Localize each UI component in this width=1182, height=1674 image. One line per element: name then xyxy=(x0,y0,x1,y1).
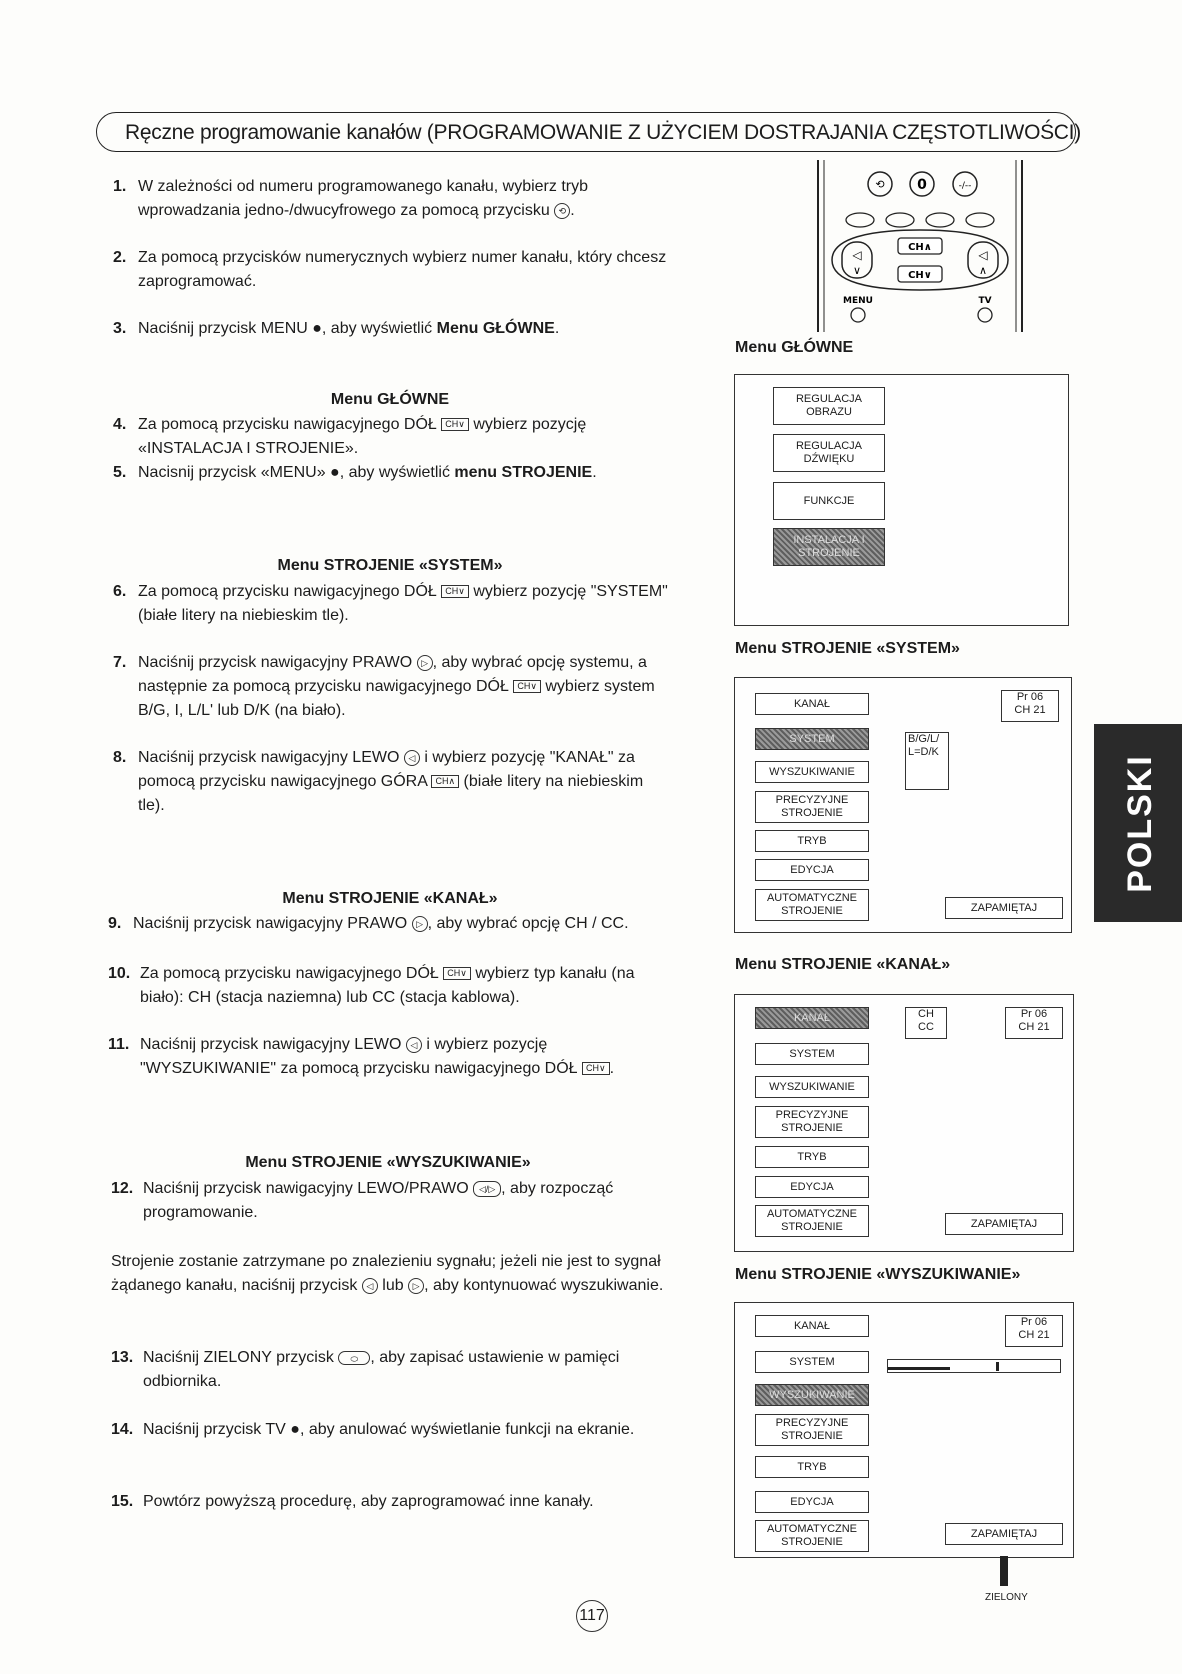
program-channel-box: Pr 06 CH 21 xyxy=(1005,1315,1063,1347)
system-options-box[interactable]: B/G/L/ L=D/K xyxy=(905,732,949,790)
screen-menu-kanal xyxy=(734,994,1074,1252)
page-title: Ręczne programowanie kanałów (PROGRAMOWANIE Z UŻYCIEM DOSTRAJANIA CZĘSTOTLIWOŚCI) xyxy=(125,121,1081,144)
remote-top-buttons xyxy=(868,172,977,196)
ch-down-icon: CH∨ xyxy=(441,418,469,431)
ch-up-icon: CH∧ xyxy=(431,775,459,788)
step-15: 15. Powtórz powyższą procedurę, aby zaprogramować inne kanały. xyxy=(111,1493,594,1510)
step-4: 4. Za pomocą przycisku nawigacyjnego DÓŁ CH∨ wybierz pozycję «INSTALACJA I STROJENIE». xyxy=(113,416,587,457)
green-button-label: ZIELONY xyxy=(985,1592,1028,1603)
screen-menu-system xyxy=(734,677,1072,933)
menu-item-wyszukiwanie[interactable]: WYSZUKIWANIE xyxy=(755,1076,869,1098)
step-5: 5. Nacisnij przycisk «MENU» ●, aby wyświetlić menu STROJENIE. xyxy=(113,464,597,481)
channel-type-box[interactable]: CH CC xyxy=(905,1007,947,1039)
left-arrow-icon: ◁ xyxy=(404,750,420,766)
menu-item-wyszukiwanie[interactable]: WYSZUKIWANIE xyxy=(755,761,869,783)
save-button[interactable]: ZAPAMIĘTAJ xyxy=(945,897,1063,919)
color-buttons-row xyxy=(846,213,994,227)
menu-item-regulacja-dzwieku[interactable]: REGULACJA DŹWIĘKU xyxy=(773,434,885,472)
digit-mode-icon: ⟲ xyxy=(554,203,570,219)
menu-item-kanal[interactable]: KANAŁ xyxy=(755,1315,869,1337)
left-arrow-icon: ◁ xyxy=(362,1278,378,1294)
search-progress-fill xyxy=(888,1367,950,1370)
right-arrow-icon: ▷ xyxy=(408,1278,424,1294)
caption-menu-wyszukiwanie: Menu STROJENIE «WYSZUKIWANIE» xyxy=(735,1266,1021,1283)
menu-item-precyzyjne-strojenie[interactable]: PRECYZYJNE STROJENIE xyxy=(755,791,869,823)
step-11: 11. Naciśnij przycisk nawigacyjny LEWO ◁ i wybierz pozycję "WYSZUKIWANIE" za pomocą przycisku nawigacyjnego DÓŁ CH∨ . xyxy=(108,1036,615,1077)
menu-item-tryb[interactable]: TRYB xyxy=(755,1456,869,1478)
svg-text:CH∨: CH∨ xyxy=(908,270,932,281)
caption-menu-system: Menu STROJENIE «SYSTEM» xyxy=(735,640,960,657)
menu-item-system[interactable]: SYSTEM xyxy=(755,728,869,750)
ch-down-icon: CH∨ xyxy=(441,585,469,598)
menu-item-kanal[interactable]: KANAŁ xyxy=(755,693,869,715)
menu-item-automatyczne-strojenie[interactable]: AUTOMATYCZNE STROJENIE xyxy=(755,1205,869,1237)
tv-key xyxy=(978,308,992,322)
step-12: 12. Naciśnij przycisk nawigacyjny LEWO/PRAWO ◁/▷ , aby rozpocząć programowanie. xyxy=(111,1180,614,1221)
program-channel-box: Pr 06 CH 21 xyxy=(1001,690,1059,722)
left-right-arrow-icon: ◁/▷ xyxy=(473,1181,501,1197)
step-2: 2. Za pomocą przycisków numerycznych wybierz numer kanału, który chcesz zaprogramować. xyxy=(113,249,667,290)
save-button[interactable]: ZAPAMIĘTAJ xyxy=(945,1213,1063,1235)
search-progress-bar xyxy=(887,1359,1061,1373)
caption-menu-kanal: Menu STROJENIE «KANAŁ» xyxy=(735,956,951,973)
green-button-pointer xyxy=(1000,1556,1008,1586)
menu-item-precyzyjne-strojenie[interactable]: PRECYZYJNE STROJENIE xyxy=(755,1106,869,1138)
menu-key-label: MENU xyxy=(843,296,873,306)
heading-menu-system: Menu STROJENIE «SYSTEM» xyxy=(277,557,503,574)
left-nav-arrow-icon: ◁ xyxy=(852,248,862,262)
heading-menu-wyszukiwanie: Menu STROJENIE «WYSZUKIWANIE» xyxy=(245,1154,531,1171)
program-channel-box: Pr 06 CH 21 xyxy=(1005,1007,1063,1039)
menu-item-tryb[interactable]: TRYB xyxy=(755,830,869,852)
zero-key-label: 0 xyxy=(917,177,927,193)
menu-item-edycja[interactable]: EDYCJA xyxy=(755,859,869,881)
right-arrow-icon: ▷ xyxy=(417,655,433,671)
step-14: 14. Naciśnij przycisk TV ●, aby anulować wyświetlanie funkcji na ekranie. xyxy=(111,1421,635,1438)
language-tab: POLSKI xyxy=(1094,724,1182,922)
ch-down-icon: CH∨ xyxy=(582,1062,610,1075)
menu-item-kanal[interactable]: KANAŁ xyxy=(755,1007,869,1029)
tv-key-label: TV xyxy=(978,296,992,306)
menu-key xyxy=(851,308,865,322)
heading-menu-glowne: Menu GŁÓWNE xyxy=(330,391,450,408)
right-arrow-icon: ▷ xyxy=(412,916,428,932)
step-13: 13. Naciśnij ZIELONY przycisk ⬭ , aby zapisać ustawienie w pamięci odbiornika. xyxy=(111,1349,620,1390)
menu-item-funkcje[interactable]: FUNKCJE xyxy=(773,482,885,520)
menu-item-automatyczne-strojenie[interactable]: AUTOMATYCZNE STROJENIE xyxy=(755,889,869,921)
remote-control-illustration xyxy=(810,160,1030,338)
green-button-icon: ⬭ xyxy=(338,1351,370,1365)
screen-menu-wyszukiwanie xyxy=(734,1302,1074,1558)
menu-item-system[interactable]: SYSTEM xyxy=(755,1351,869,1373)
menu-item-wyszukiwanie[interactable]: WYSZUKIWANIE xyxy=(755,1384,869,1406)
search-note: Strojenie zostanie zatrzymane po znalezieniu sygnału; jeżeli nie jest to sygnał żądanego kanału, naciśnij przycisk ◁ lub ▷ , aby kontynuować wyszukiwanie. xyxy=(111,1253,664,1294)
down-nav-arrow-icon: ∨ xyxy=(852,264,862,277)
left-arrow-icon: ◁ xyxy=(406,1037,422,1053)
step-6: 6. Za pomocą przycisku nawigacyjnego DÓŁ CH∨ wybierz pozycję "SYSTEM" (białe litery na niebieskim tle). xyxy=(113,583,668,624)
step-1: 1. W zależności od numeru programowanego kanału, wybierz tryb wprowadzania jedno-/dwucyfrowego za pomocą przycisku ⟲ . xyxy=(113,178,588,219)
step-10: 10. Za pomocą przycisku nawigacyjnego DÓŁ CH∨ wybierz typ kanału (na biało): CH (stacja naziemna) lub CC (stacja kablowa). xyxy=(108,965,635,1006)
heading-menu-kanal: Menu STROJENIE «KANAŁ» xyxy=(282,890,498,907)
menu-item-tryb[interactable]: TRYB xyxy=(755,1146,869,1168)
menu-item-automatyczne-strojenie[interactable]: AUTOMATYCZNE STROJENIE xyxy=(755,1520,869,1552)
save-button[interactable]: ZAPAMIĘTAJ xyxy=(945,1523,1063,1545)
menu-item-regulacja-obrazu[interactable]: REGULACJA OBRAZU xyxy=(773,387,885,425)
step-3: 3. Naciśnij przycisk MENU ●, aby wyświetlić Menu GŁÓWNE. xyxy=(113,320,560,337)
menu-item-edycja[interactable]: EDYCJA xyxy=(755,1176,869,1198)
menu-item-edycja[interactable]: EDYCJA xyxy=(755,1491,869,1513)
caption-menu-glowne: Menu GŁÓWNE xyxy=(735,339,854,356)
menu-item-system[interactable]: SYSTEM xyxy=(755,1043,869,1065)
menu-item-instalacja-strojenie[interactable]: INSTALACJA I STROJENIE xyxy=(773,528,885,566)
step-7: 7. Naciśnij przycisk nawigacyjny PRAWO ▷ , aby wybrać opcję systemu, a następnie za pomocą przycisku nawigacyjnego DÓŁ CH∨ wybierz system B/G, I, L/L' lub D/K (na biało). xyxy=(113,654,655,719)
step-8: 8. Naciśnij przycisk nawigacyjny LEWO ◁ i wybierz pozycję "KANAŁ" za pomocą przycisku nawigacyjnego GÓRA CH∧ (białe litery na niebieskim tle). xyxy=(113,749,644,814)
menu-item-precyzyjne-strojenie[interactable]: PRECYZYJNE STROJENIE xyxy=(755,1414,869,1446)
search-progress-marker xyxy=(996,1362,999,1371)
replay-icon: ⟲ xyxy=(875,178,885,191)
step-9: 9. Naciśnij przycisk nawigacyjny PRAWO ▷ , aby wybrać opcję CH / CC. xyxy=(108,915,629,932)
digit-mode-key-label: -/-- xyxy=(958,181,972,191)
screen-menu-glowne xyxy=(734,374,1069,626)
right-nav-arrow-icon: ◁ xyxy=(978,248,988,262)
ch-down-icon: CH∨ xyxy=(513,680,541,693)
up-nav-arrow-icon: ∧ xyxy=(978,264,988,277)
ch-down-icon: CH∨ xyxy=(443,967,471,980)
svg-text:CH∧: CH∧ xyxy=(908,242,932,253)
page-number: 117 xyxy=(576,1600,608,1632)
